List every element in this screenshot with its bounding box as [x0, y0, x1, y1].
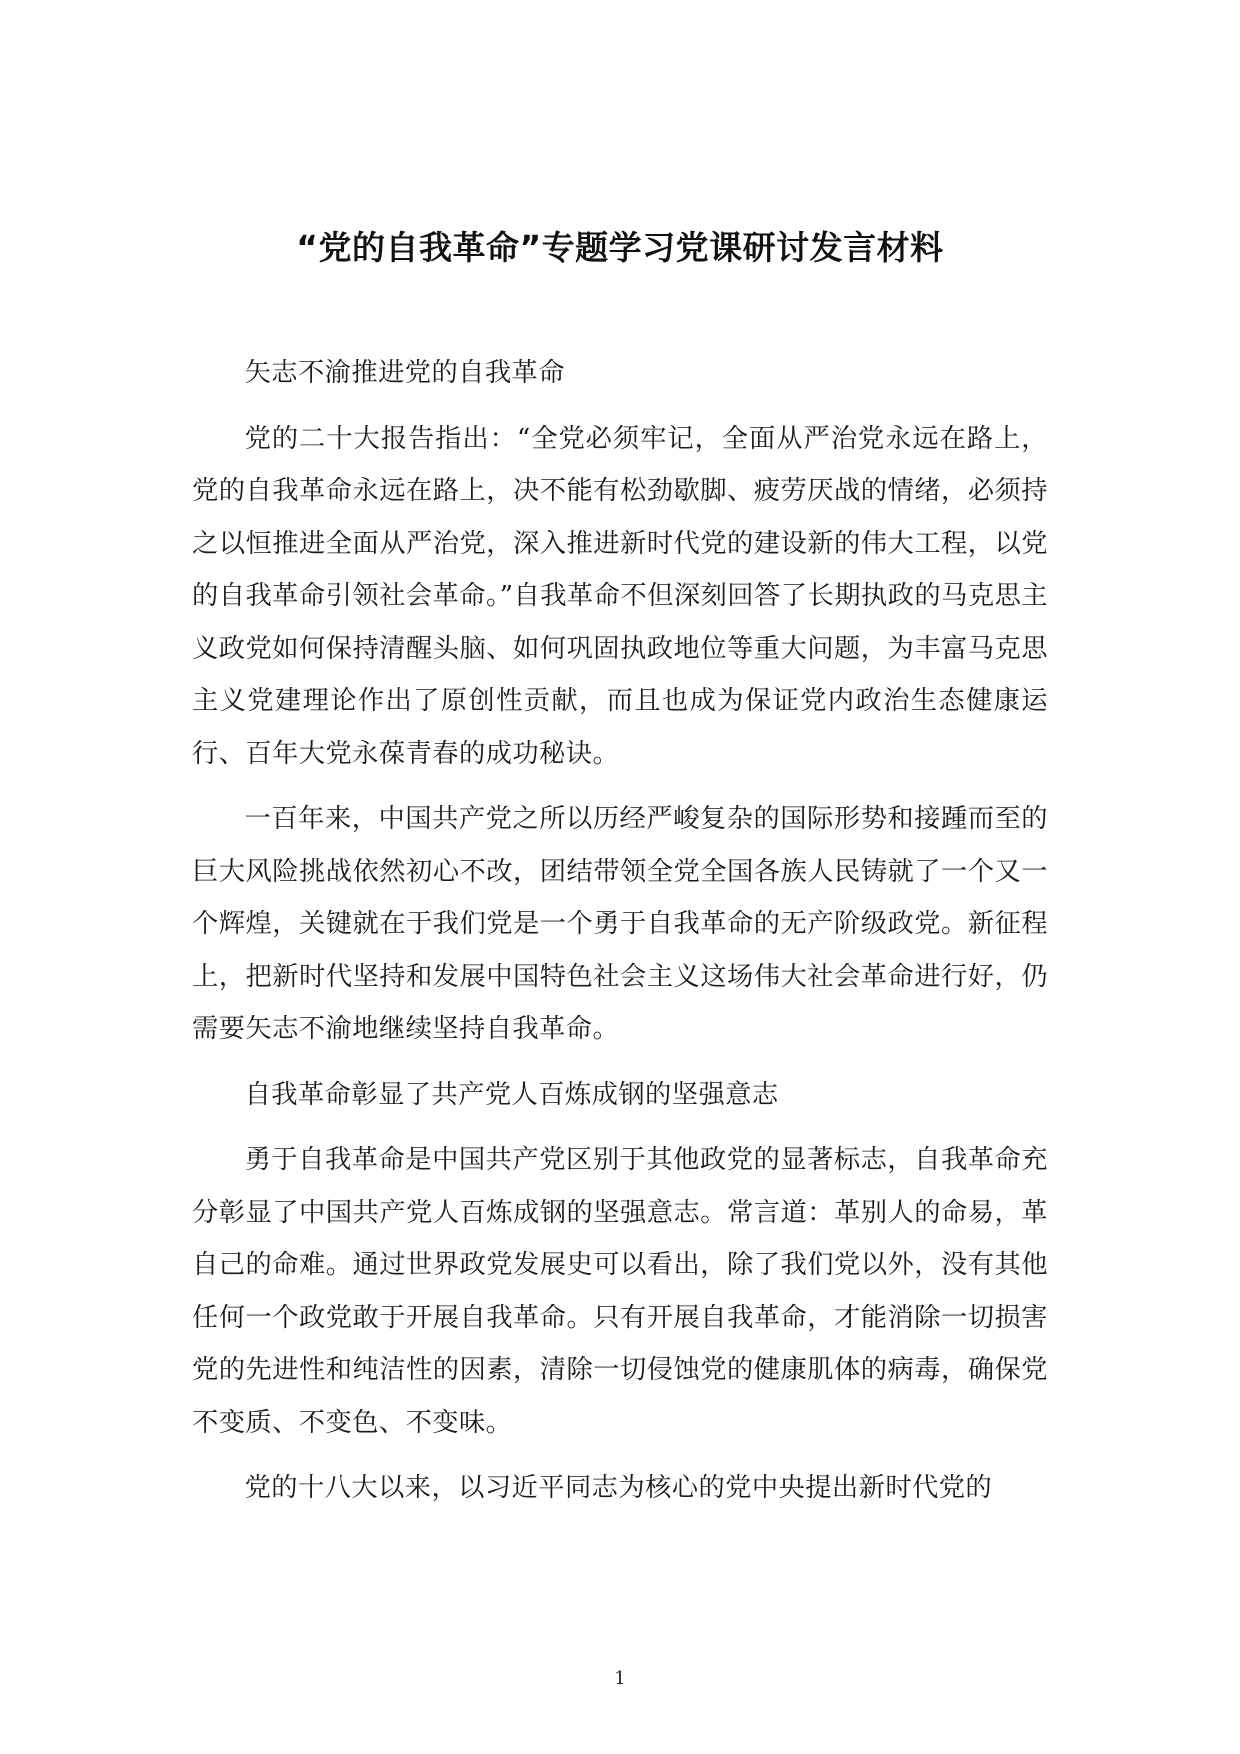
- body-paragraph: 党的二十大报告指出：“全党必须牢记，全面从严治党永远在路上，党的自我革命永远在路上，决不能有松劲歇脚、疲劳厌战的情绪，必须持之以恒推进全面从严治党，深入推进新时代党的建设新的伟大工程，以党的自我革命引领社会革命。”自我革命不但深刻回答了长期执政的马克思主义政党如何保持清醒头脑、如何巩固执政地位等重大问题，为丰富马克思主义党建理论作出了原创性贡献，而且也成为保证党内政治生态健康运行、百年大党永葆青春的成功秘诀。: [192, 423, 1048, 769]
- body-paragraph: 一百年来，中国共产党之所以历经严峻复杂的国际形势和接踵而至的巨大风险挑战依然初心不改，团结带领全党全国各族人民铸就了一个又一个辉煌，关键就在于我们党是一个勇于自我革命的无产阶级政党。新征程上，把新时代坚持和发展中国特色社会主义这场伟大社会革命进行好，仍需要矢志不渝地继续坚持自我革命。: [192, 804, 1048, 1044]
- section-heading: 矢志不渝推进党的自我革命: [244, 358, 565, 388]
- body-paragraph: 勇于自我革命是中国共产党区别于其他政党的显著标志，自我革命充分彰显了中国共产党人百炼成钢的坚强意志。常言道：革别人的命易，革自己的命难。通过世界政党发展史可以看出，除了我们党以外，没有其他任何一个政党敢于开展自我革命。只有开展自我革命，才能消除一切损害党的先进性和纯洁性的因素，清除一切侵蚀党的健康肌体的病毒，确保党不变质、不变色、不变味。: [192, 1145, 1048, 1438]
- section-heading: 自我革命彰显了共产党人百炼成钢的坚强意志: [244, 1079, 779, 1110]
- document-body: [192, 347, 1048, 1515]
- body-paragraph: 党的十八大以来，以习近平同志为核心的党中央提出新时代党的: [244, 1473, 993, 1503]
- document-title: “党的自我革命”专题学习党课研讨发言材料: [296, 228, 944, 267]
- page-number: 1: [614, 1668, 626, 1689]
